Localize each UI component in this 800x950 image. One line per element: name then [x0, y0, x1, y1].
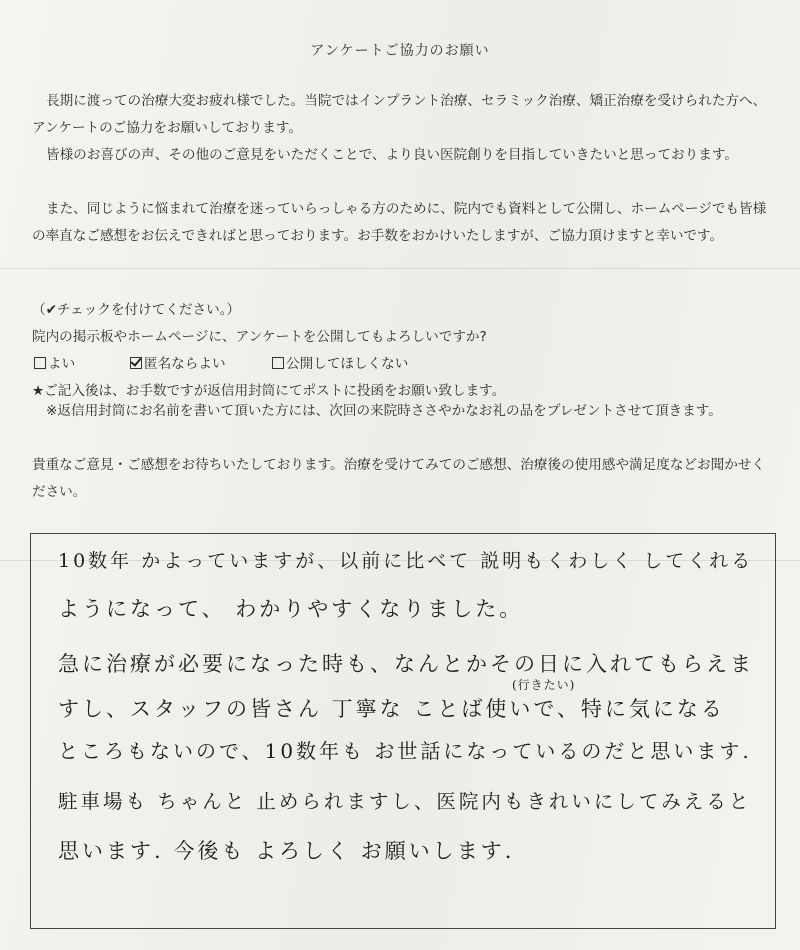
checkbox-ok[interactable]: [34, 357, 46, 369]
checkbox-anonymous[interactable]: [130, 357, 142, 369]
handwritten-line-7: 思います. 今後も よろしく お願いします.: [58, 839, 515, 863]
handwritten-line-3: 急に治療が必要になった時も、なんとかその日に入れてもらえま: [58, 652, 754, 676]
option-private-label: 公開してほしくない: [286, 356, 409, 372]
intro-paragraph-2: 皆様のお喜びの声、その他のご意見をいただくことで、より良い医院創りを目指していきたいと思っております。: [46, 147, 738, 163]
intro-paragraph-3: また、同じように悩まれて治療を迷っていらっしゃる方のために、院内でも資料として公開し、ホームページでも皆様の率直なご感想をお伝えできればと思っております。お手数をおかけいたしますが、ご協力頂けますと幸いです。: [32, 201, 767, 244]
handwritten-line-6: 駐車場も ちゃんと 止められますし、医院内もきれいにしてみえると: [58, 790, 752, 813]
mail-note: ★ご記入後は、お手数ですが返信用封筒にてポストに投函をお願い致します。: [32, 383, 506, 399]
option-ok[interactable]: [34, 352, 75, 372]
survey-title: アンケートご協力のお願い: [310, 43, 490, 59]
option-ok-label: よい: [48, 356, 76, 372]
gift-note: ※返信用封筒にお名前を書いて頂いた方には、次回の来院時ささやかなお礼の品をプレゼントさせて頂きます。: [46, 403, 722, 419]
checkbox-private[interactable]: [272, 357, 284, 369]
paper-crease: [0, 268, 800, 269]
intro-paragraph-1: 長期に渡っての治療大変お疲れ様でした。当院ではインプラント治療、セラミック治療、矯正治療を受けられた方へ、アンケートのご協力をお願いしております。: [32, 93, 767, 136]
option-anonymous[interactable]: [130, 352, 226, 372]
handwritten-line-5: ところもないので、10数年も お世話になっているのだと思います.: [58, 739, 752, 763]
option-private[interactable]: [272, 352, 408, 372]
handwritten-line-4: すし、スタッフの皆さん 丁寧な ことば使いで、特に気になる: [58, 697, 725, 721]
handwritten-line-2: ようになって、 わかりやすくなりました。: [58, 597, 524, 621]
feedback-request: 貴重なご意見・ご感想をお待ちいたしております。治療を受けてみてのご感想、治療後の使用感や満足度などお聞かせください。: [32, 457, 765, 500]
handwritten-line-1: 10数年 かよっていますが、以前に比べて 説明もくわしく してくれる: [58, 550, 754, 572]
check-instruction: （✔チェックを付けてください。）: [32, 302, 241, 318]
option-anonymous-label: 匿名ならよい: [144, 356, 226, 372]
handwritten-annotation: (行きたい): [512, 678, 576, 692]
publish-question: 院内の掲示板やホームページに、アンケートを公開してもよろしいですか?: [32, 329, 487, 345]
